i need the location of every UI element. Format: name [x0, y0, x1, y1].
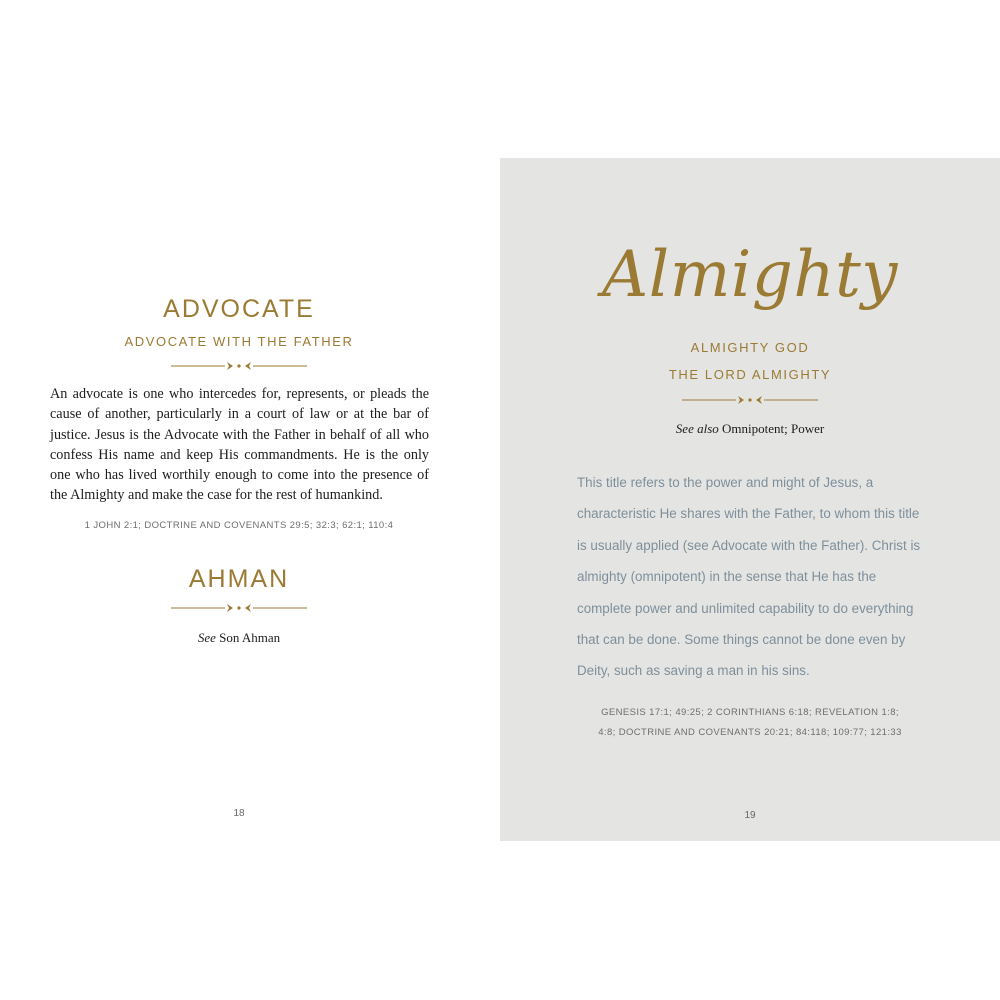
entry-subtitle-almighty-god: ALMIGHTY GOD — [690, 340, 810, 355]
right-page — [500, 158, 1000, 841]
see-also-label: See also — [675, 421, 719, 436]
entry-body-advocate: An advocate is one who intercedes for, represents, or pleads the cause of another, particularly in a court of law or at the bar of justice. Jesus is the Advocate with the Father in behalf of all who confess His name and keep His commandments. He is the only one who has lived worthily enough to come into the presence of the Almighty and make the case for the rest of humankind. — [50, 386, 429, 504]
entry-title-almighty: Almighty — [602, 238, 898, 312]
left-page — [0, 0, 478, 1000]
entry-references-almighty — [570, 703, 930, 743]
ornament-divider-icon — [171, 602, 307, 614]
page-number-right: 19 — [744, 810, 756, 821]
ornament-divider-icon — [682, 394, 818, 406]
entry-references-advocate: 1 JOHN 2:1; DOCTRINE AND COVENANTS 29:5; 32:3; 62:1; 110:4 — [84, 520, 394, 531]
see-reference-ahman — [0, 630, 478, 646]
entry-subtitle-lord-almighty: THE LORD ALMIGHTY — [668, 367, 832, 382]
references-line-1: GENESIS 17:1; 49:25; 2 CORINTHIANS 6:18; REVELATION 1:8; — [601, 707, 899, 718]
see-also-target: Omnipotent; Power — [722, 421, 825, 436]
entry-title-advocate: ADVOCATE — [163, 295, 315, 323]
entry-body-almighty: This title refers to the power and might of Jesus, a characteristic He shares with the Father, to whom this title is usually applied (see Advocate with the Father). Christ is almighty (omnipotent) in the sense that He has the complete power and unlimited capability to do everything that can be done. Some things cannot be done even by Deity, such as saving a man in his sins. — [577, 475, 921, 679]
ornament-divider-icon — [171, 360, 307, 372]
references-line-2: 4:8; DOCTRINE AND COVENANTS 20:21; 84:118; 109:77; 121:33 — [598, 727, 902, 738]
see-label: See — [197, 630, 216, 645]
see-also-reference-almighty — [500, 421, 1000, 437]
see-target: Son Ahman — [219, 630, 281, 645]
entry-title-ahman: AHMAN — [188, 565, 290, 593]
page-number-left: 18 — [233, 808, 245, 819]
entry-subtitle-advocate: ADVOCATE WITH THE FATHER — [124, 334, 354, 349]
